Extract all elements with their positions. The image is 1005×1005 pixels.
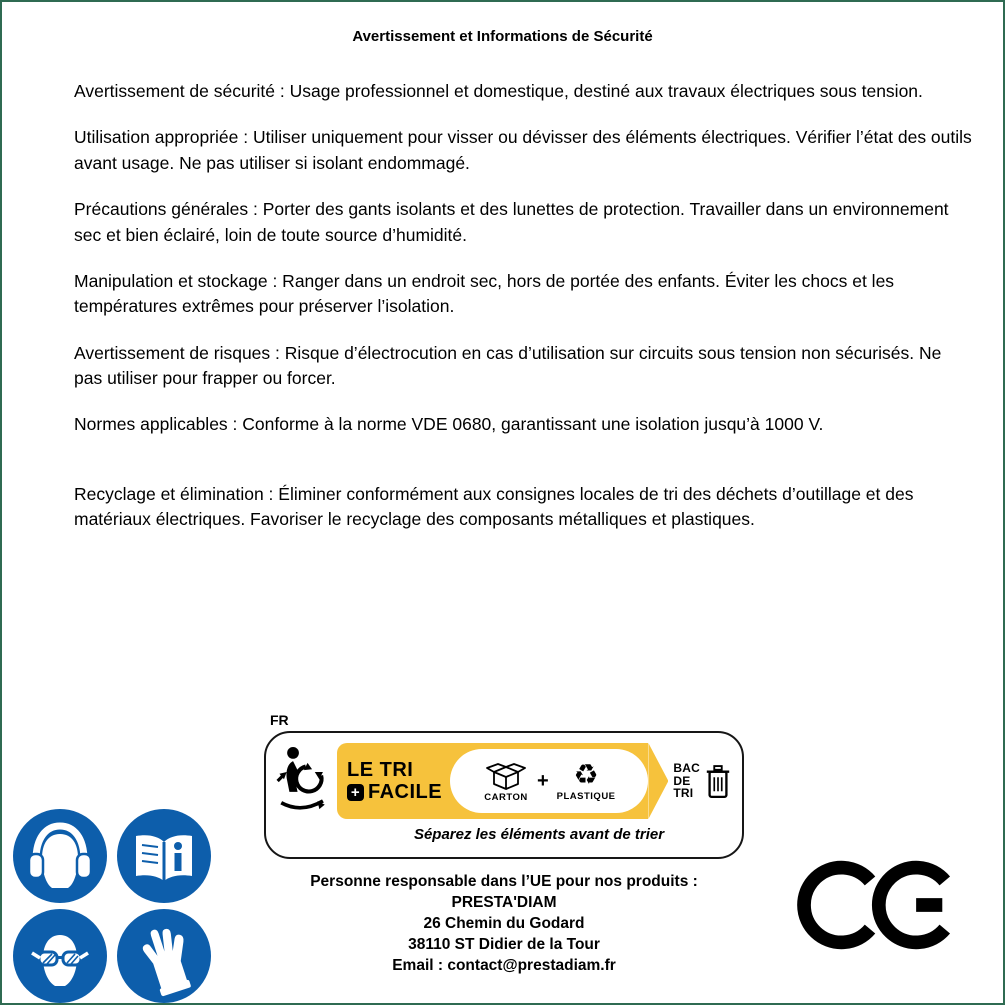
plastique-recycling-icon: ♻: [573, 758, 599, 791]
responsible-heading: Personne responsable dans l’UE pour nos produits :: [310, 873, 698, 890]
ce-marking-icon: [794, 849, 956, 961]
triman-icon: [274, 742, 332, 820]
paragraph-safety-warning: Avertissement de sécurité : Usage professionnel et domestique, destiné aux travaux électriques sous tension.: [74, 81, 923, 101]
le-tri-facile-banner: [337, 743, 648, 819]
infotri-caption: Séparez les éléments avant de trier: [413, 826, 665, 843]
safety-text-section: [74, 79, 972, 533]
wear-protective-gloves-icon: [116, 908, 212, 1004]
materials-oval: [450, 749, 648, 813]
responsible-email: Email : contact@prestadiam.fr: [392, 957, 616, 974]
paragraph-recycling-disposal: Recyclage et élimination : Éliminer conformément aux consignes locales de tri des déchets d’outillage et des matériaux électriques. Favoriser le recyclage des composants métalliques et plastiques.: [74, 483, 914, 530]
paragraph-handling-storage: Manipulation et stockage : Ranger dans un endroit sec, hors de portée des enfants. Éviter les chocs et les températures extrêmes pour préserver l’isolation.: [74, 270, 895, 317]
le-tri-facile-label: LE TRI + FACILE: [347, 759, 443, 803]
fr-country-label: FR: [270, 712, 289, 728]
material-carton: CARTON: [483, 759, 529, 803]
mandatory-safety-pictograms: [12, 808, 212, 1004]
responsible-company: PRESTA'DIAM: [451, 894, 557, 911]
wear-eye-protection-icon: [12, 908, 108, 1004]
paragraph-risk-warning: Avertissement de risques : Risque d’électrocution en cas d’utilisation sur circuits sous tension non sécurisés. Ne pas utiliser pour frapper ou forcer.: [74, 342, 942, 388]
yellow-arrow-tip: [648, 743, 668, 819]
sorting-bin-icon: [704, 761, 732, 801]
page-title: Avertissement et Informations de Sécurité: [352, 28, 653, 45]
paragraph-applicable-standards: Normes applicables : Conforme à la norme VDE 0680, garantissant une isolation jusqu’à 1000 V.: [74, 414, 824, 435]
paragraph-general-precautions: Précautions générales : Porter des gants isolants et des lunettes de protection. Travailler dans un environnement sec et bien éclairé, loin de toute source d’humidité.: [74, 199, 949, 245]
responsible-address-line1: 26 Chemin du Godard: [423, 915, 585, 932]
carton-box-icon: [483, 759, 529, 791]
plus-sign: +: [536, 769, 549, 792]
material-plastique: ♻ PLASTIQUE: [556, 758, 616, 802]
paragraph-proper-use: Utilisation appropriée : Utiliser uniquement pour visser ou dévisser des éléments électriques. Vérifier l’état des outils avant usage. Ne pas utiliser si isolant endommagé.: [74, 127, 972, 173]
sorting-bin-area: [673, 761, 732, 801]
responsible-address-line2: 38110 ST Didier de la Tour: [408, 936, 600, 953]
plus-icon: +: [347, 784, 364, 801]
read-instruction-manual-icon: [116, 808, 212, 904]
wear-ear-protection-icon: [12, 808, 108, 904]
eu-responsible-block: [254, 871, 754, 976]
bac-de-tri-label: BAC DE TRI: [673, 761, 700, 801]
info-tri-recycling-block: [264, 731, 744, 859]
